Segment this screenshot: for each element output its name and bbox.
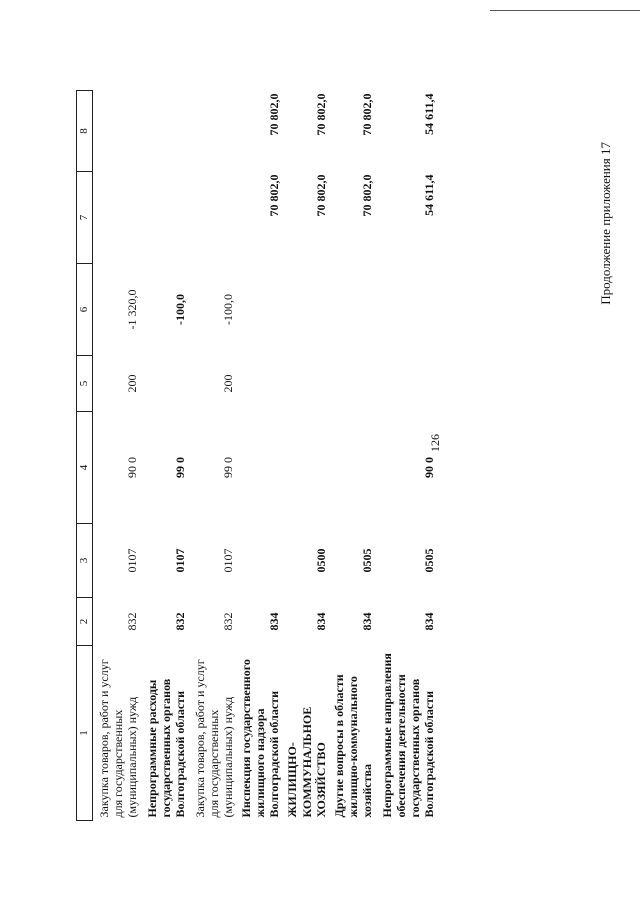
ministry-code: 832	[172, 612, 187, 631]
appendix-continuation-title: Продолжение приложения 17	[598, 142, 613, 305]
ministry-code: 834	[422, 612, 437, 631]
target-article-code: 90 0	[124, 457, 139, 478]
section-code: 0500	[313, 548, 328, 573]
item-name: Инспекция государственного жилищного надзора Волгоградской области	[239, 659, 282, 818]
target-article-code: 99 0	[172, 457, 187, 478]
amount-col8: 70 802,0	[313, 93, 328, 136]
section-code: 0505	[360, 548, 375, 573]
expense-type-code	[237, 356, 283, 412]
ministry-code: 834	[360, 612, 375, 631]
budget-table	[76, 90, 438, 821]
amount-col7: 70 802,0	[313, 174, 328, 217]
amount-col6: -1 320,0	[124, 289, 139, 330]
target-article-code: 90 0	[422, 457, 437, 478]
column-header: 1	[77, 646, 93, 821]
amount-col7: 70 802,0	[360, 174, 375, 217]
column-header: 6	[77, 264, 93, 356]
section-code	[237, 524, 283, 598]
table-row	[283, 91, 329, 821]
column-header: 7	[77, 172, 93, 264]
column-number-header	[77, 91, 93, 821]
ministry-code: 834	[267, 612, 282, 631]
amount-col6	[283, 264, 329, 356]
expense-type-code	[141, 356, 189, 412]
column-header: 4	[77, 412, 93, 524]
section-code: 0107	[172, 548, 187, 573]
amount-col7	[189, 172, 237, 264]
item-name: Непрограммные направления обеспечения деятельности государственных органов Волгоградской области	[379, 653, 437, 818]
item-name: Закупка товаров, работ и услуг для государственных (муниципальных) нужд	[192, 659, 235, 818]
amount-col6	[237, 264, 283, 356]
column-header: 2	[77, 598, 93, 646]
amount-col8: 70 802,0	[267, 93, 282, 136]
expense-type-code: 200	[220, 374, 235, 393]
table-row	[93, 91, 142, 821]
ministry-code: 832	[124, 612, 139, 631]
table-row	[141, 91, 189, 821]
item-name: Непрограммные расходы государственных органов Волгоградской области	[144, 678, 187, 818]
expense-type-code: 200	[124, 374, 139, 393]
amount-col7	[141, 172, 189, 264]
section-code: 0107	[220, 548, 235, 573]
target-article-code	[330, 412, 376, 524]
amount-col8: 70 802,0	[360, 93, 375, 136]
amount-col6	[376, 264, 438, 356]
ministry-code: 834	[313, 612, 328, 631]
amount-col7: 70 802,0	[267, 174, 282, 217]
section-code: 0107	[124, 548, 139, 573]
amount-col8	[141, 91, 189, 172]
table-row	[189, 91, 237, 821]
page-number: 126	[428, 434, 442, 452]
column-header: 8	[77, 91, 93, 172]
column-header: 5	[77, 356, 93, 412]
ministry-code: 832	[220, 612, 235, 631]
amount-col6: -100,0	[220, 294, 235, 325]
expense-type-code	[376, 356, 438, 412]
item-name: ЖИЛИЩНО-КОММУНАЛЬНОЕ ХОЗЯЙСТВО	[285, 706, 328, 818]
table-row	[330, 91, 376, 821]
amount-col6	[330, 264, 376, 356]
target-article-code: 99 0	[220, 457, 235, 478]
expense-type-code	[283, 356, 329, 412]
item-name: Закупка товаров, работ и услуг для государственных (муниципальных) нужд	[96, 659, 139, 818]
item-name: Другие вопросы в области жилищно-коммунального хозяйства	[331, 674, 375, 818]
amount-col7	[93, 172, 142, 264]
section-code: 0505	[422, 548, 437, 573]
target-article-code	[283, 412, 329, 524]
amount-col8: 54 611,4	[422, 93, 437, 135]
expense-type-code	[330, 356, 376, 412]
amount-col8	[93, 91, 142, 172]
table-row	[237, 91, 283, 821]
amount-col7: 54 611,4	[422, 174, 437, 216]
target-article-code	[237, 412, 283, 524]
column-header: 3	[77, 524, 93, 598]
table-row	[376, 91, 438, 821]
amount-col6: -100,0	[172, 294, 187, 325]
amount-col8	[189, 91, 237, 172]
